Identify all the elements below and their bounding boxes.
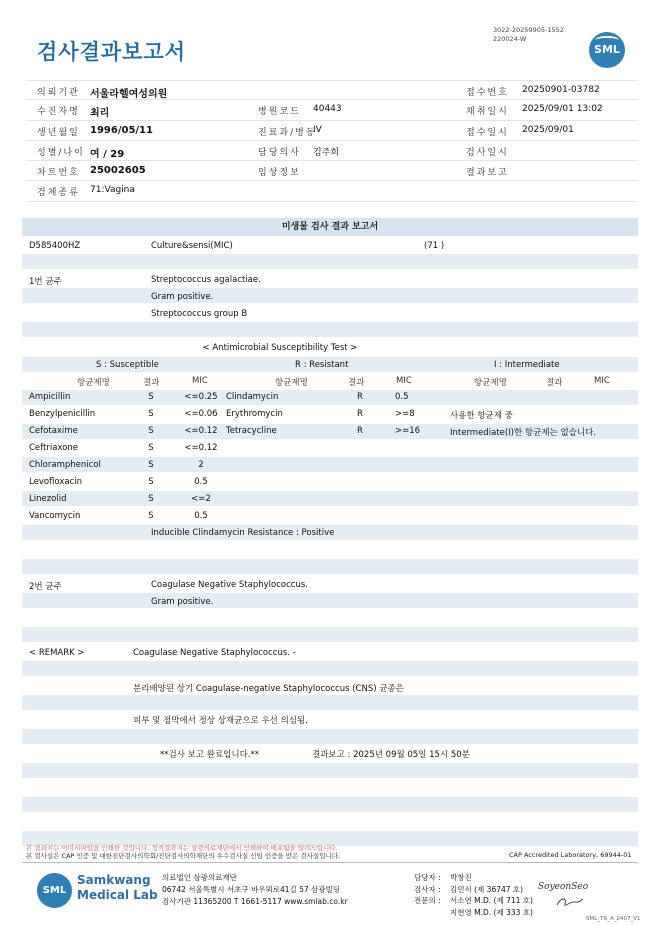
info-value: 1996/05/11 <box>90 124 153 136</box>
document-number <box>493 26 564 44</box>
antibiotic-result: S <box>148 426 154 436</box>
patient-info-table <box>26 80 638 202</box>
info-value: 71:Vagina <box>90 185 135 196</box>
info-label: 수진자명 <box>37 107 80 118</box>
antibiotic-name: Ceftriaxone <box>29 443 78 453</box>
info-label: 접수번호 <box>466 88 509 98</box>
organism2-line: Coagulase Negative Staphylococcus. <box>151 580 308 590</box>
antibiotic-name: Vancomycin <box>29 511 81 521</box>
stripe <box>22 288 638 303</box>
info-row <box>26 161 638 181</box>
icr-result: Inducible Clindamycin Resistance : Positive <box>151 528 335 538</box>
org-name-line1: Samkwang <box>77 873 151 887</box>
test-ref: (71 ) <box>424 241 445 251</box>
stripe <box>22 627 638 642</box>
staff-name: 서소연 M.D. (제 711 호) <box>450 896 533 905</box>
footer-note-cap: 본 검사실은 CAP 인증 및 대한진단검사의학회/진단검사의학재단의 우수검사실 신임 인증을 받은 검사실입니다. <box>26 852 341 860</box>
stripe <box>22 797 638 812</box>
col-header-mic: MIC <box>396 376 412 386</box>
staff-name: 지현영 M.D. (제 333 호) <box>450 907 533 917</box>
info-label: 성별/나이 <box>37 147 85 158</box>
staff-role: 전문의 : <box>414 896 441 905</box>
info-label: 임상정보 <box>258 168 301 179</box>
form-code: SML_TR_A_2407_V1 <box>586 916 641 922</box>
antibiotic-result: S <box>148 392 154 402</box>
test-name: Culture&sensi(MIC) <box>151 241 233 251</box>
organism1-line: Streptococcus agalactiae. <box>151 275 261 285</box>
antibiotic-name: Erythromycin <box>226 409 283 419</box>
organism1-label: 1번 균주 <box>29 277 62 287</box>
antibiotic-result: S <box>148 511 154 521</box>
info-label: 결과보고 <box>466 168 509 179</box>
info-value: 여 / 29 <box>90 148 125 160</box>
info-value: 20250901-03782 <box>522 85 600 95</box>
staff-role: 담당자 : <box>414 873 441 882</box>
info-row <box>26 100 638 120</box>
page-title: 검사결과보고서 <box>37 40 187 64</box>
antibiotic-result: R <box>357 392 363 402</box>
antibiotic-mic: <=0.12 <box>184 426 218 436</box>
org-name-line2: Medical Lab <box>77 888 158 902</box>
antibiotic-mic: >=8 <box>395 409 415 419</box>
stripe <box>22 457 638 472</box>
antibiotic-mic: <=0.25 <box>184 392 218 402</box>
antibiotic-name: Benzylpenicillin <box>29 409 96 419</box>
antibiotic-name: Levofloxacin <box>29 477 83 487</box>
antibiotic-mic: 0.5 <box>194 511 208 521</box>
col-header-drug: 항균제명 <box>474 378 507 388</box>
info-value: 서울라헬여성의원 <box>90 89 168 100</box>
antibiotic-result: R <box>357 426 363 436</box>
report-complete: **검사 보고 완료입니다.** <box>160 750 260 760</box>
signature: SoyeonSeo <box>538 882 589 892</box>
stripe <box>22 491 638 506</box>
document-number-line2: 220024-W <box>493 35 527 43</box>
stripe <box>22 322 638 337</box>
footer-divider <box>22 862 638 863</box>
staff-name: 김민식 (제 36747 호) <box>450 884 524 894</box>
remark-line: 피부 및 점막에서 정상 상재균으로 우선 의심됨. <box>133 716 308 726</box>
col-header-result: 결과 <box>143 378 160 388</box>
foundation-address: 06742 서울특별시 서초구 바우뫼로41길 57 삼광빌딩 <box>162 885 341 894</box>
info-label: 채취일시 <box>466 107 509 118</box>
cap-accredited: CAP Accredited Laboratory, 69944-01 <box>509 851 632 859</box>
signature-mark-icon <box>555 895 585 909</box>
antibiotic-mic: >=16 <box>395 426 421 436</box>
antibiotic-result: S <box>148 460 154 470</box>
col-header-result: 결과 <box>546 378 563 388</box>
info-row <box>26 141 638 161</box>
remark-line: 분리배양된 상기 Coagulase-negative Staphylococcus (CNS) 균종은 <box>133 684 404 694</box>
info-label: 담당의사 <box>258 147 301 158</box>
organism2-line: Gram positive. <box>151 597 214 607</box>
info-row <box>26 181 638 201</box>
stripe <box>22 661 638 676</box>
col-header-mic: MIC <box>594 376 610 386</box>
info-value: 김주희 <box>313 147 340 158</box>
organism1-line: Streptococcus group B <box>151 309 248 319</box>
organism2-label: 2번 균주 <box>29 582 62 592</box>
organism1-line: Gram positive. <box>151 292 214 302</box>
info-label: 차트번호 <box>37 168 80 179</box>
info-label: 의뢰기관 <box>37 88 80 98</box>
antibiotic-result: R <box>357 409 363 419</box>
antibiotic-name: Tetracycline <box>226 426 277 436</box>
info-row <box>26 121 638 141</box>
remark-line: Coagulase Negative Staphylococcus. - <box>133 648 296 658</box>
stripe <box>22 390 638 405</box>
intermediate-note: 사용한 항균제 중 <box>450 411 513 421</box>
ast-title: < Antimicrobial Susceptibility Test > <box>202 343 358 353</box>
remark-label: < REMARK > <box>29 648 85 658</box>
antibiotic-result: S <box>148 494 154 504</box>
stripe <box>22 695 638 710</box>
info-label: 생년월일 <box>37 127 80 138</box>
col-header-drug: 항균제명 <box>77 378 110 388</box>
antibiotic-name: Linezolid <box>29 494 67 504</box>
test-code: D585400HZ <box>29 241 81 251</box>
report-section-title: 미생물 검사 결과 보고서 <box>22 218 638 236</box>
antibiotic-result: S <box>148 443 154 453</box>
info-value: 최리 <box>90 108 110 120</box>
stripe <box>22 593 638 608</box>
staff-role: 검사자 : <box>414 884 441 894</box>
antibiotic-mic: <=2 <box>191 494 211 504</box>
stripe <box>22 254 638 269</box>
info-label: 병원코드 <box>258 107 301 118</box>
antibiotic-mic: 2 <box>198 460 204 470</box>
info-label: 검사일시 <box>466 147 509 158</box>
info-value: 2025/09/01 <box>522 124 574 135</box>
document-number-line1: 3022-20250905-1552 <box>493 26 564 34</box>
legend-intermediate: I : Intermediate <box>494 360 560 370</box>
intermediate-note: Intermediate(I)한 항균제는 없습니다. <box>450 428 596 438</box>
col-header-result: 결과 <box>348 378 365 388</box>
stripe <box>22 729 638 744</box>
legend-susceptible: S : Susceptible <box>96 360 159 370</box>
antibiotic-mic: 0.5 <box>194 477 208 487</box>
stripe <box>22 763 638 778</box>
sml-logo-icon: SML <box>589 32 625 68</box>
sml-logo-icon: SML <box>37 873 72 908</box>
antibiotic-name: Chloramphenicol <box>29 460 101 470</box>
info-value: 25002605 <box>90 165 146 177</box>
antibiotic-name: Ampicillin <box>29 392 71 402</box>
info-value: 2025/09/01 13:02 <box>522 104 603 115</box>
info-label: 진료과/병동 <box>258 127 317 138</box>
info-value: IV <box>313 124 322 135</box>
col-header-drug: 항균제명 <box>275 378 308 388</box>
staff-name: 박창진 <box>450 873 472 882</box>
antibiotic-result: S <box>148 477 154 487</box>
report-time: 결과보고 : 2025년 09월 05일 15시 50분 <box>312 750 470 760</box>
antibiotic-name: Cefotaxime <box>29 426 78 436</box>
antibiotic-mic: 0.5 <box>395 392 409 402</box>
legend-resistant: R : Resistant <box>295 360 349 370</box>
info-label: 접수일시 <box>466 127 509 138</box>
foundation-agency: 검사기관 11365200 T 1661-5117 www.smlab.co.kr <box>162 897 348 906</box>
info-row <box>26 80 638 100</box>
info-value: 40443 <box>313 104 342 115</box>
antibiotic-mic: <=0.06 <box>184 409 218 419</box>
stripe <box>22 559 638 574</box>
foundation-name: 의료법인 삼광의료재단 <box>162 873 237 882</box>
antibiotic-mic: <=0.12 <box>184 443 218 453</box>
footer-note-red: 본 결과지는 이미지파일을 인쇄한 것입니다. 정식결과지는 삼광의료재단에서 인쇄하여 배포됨을 알려드립니다. <box>26 844 338 852</box>
org-name <box>77 873 158 903</box>
antibiotic-name: Clindamycin <box>226 392 279 402</box>
info-label: 검체종류 <box>37 188 80 199</box>
col-header-mic: MIC <box>192 376 208 386</box>
antibiotic-result: S <box>148 409 154 419</box>
